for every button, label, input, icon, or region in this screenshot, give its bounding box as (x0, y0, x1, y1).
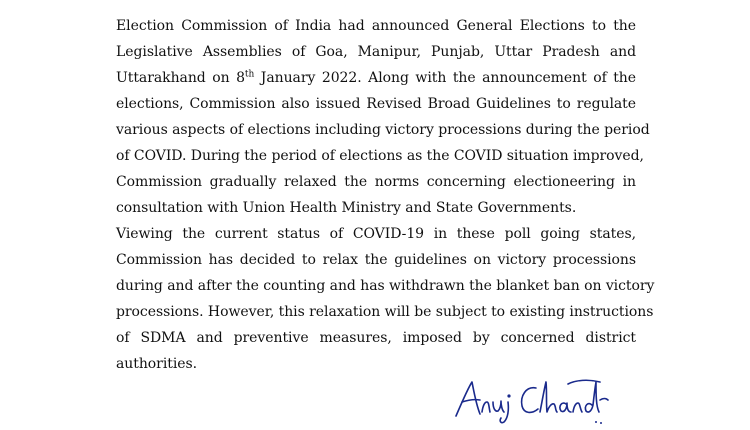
text-line: Commission gradually relaxed the norms concerning electioneering in (116, 174, 636, 190)
text-line: processions. However, this relaxation will be subject to existing instructions (116, 304, 654, 320)
text-line: Legislative Assemblies of Goa, Manipur, Punjab, Uttar Pradesh and (116, 44, 636, 60)
text-line: Viewing the current status of COVID-19 in these poll going states, (116, 226, 636, 242)
text-line: various aspects of elections including victory processions during the period (116, 122, 650, 138)
handwritten-signature (450, 372, 610, 426)
text-line: Election Commission of India had announced General Elections to the (116, 18, 636, 34)
text-line: of SDMA and preventive measures, imposed by concerned district (116, 330, 636, 346)
text-line: consultation with Union Health Ministry and State Governments. (116, 200, 577, 216)
text-line: authorities. (116, 356, 198, 372)
paragraph-election-announcement (116, 13, 650, 221)
text-line: of COVID. During the period of elections as the COVID situation improved, (116, 148, 644, 164)
text-line: Commission has decided to relax the guidelines on victory processions (116, 252, 636, 268)
text-line: elections, Commission also issued Revised Broad Guidelines to regulate (116, 96, 636, 112)
text-fragment: Uttarakhand on 8 (116, 70, 245, 86)
text-line: during and after the counting and has withdrawn the blanket ban on victory (116, 278, 655, 294)
text-line-with-date (116, 65, 636, 91)
ordinal-suffix: th (244, 69, 255, 80)
text-fragment: January 2022. Along with the announcement of the (254, 70, 636, 86)
paragraph-relaxation-decision (116, 221, 655, 377)
